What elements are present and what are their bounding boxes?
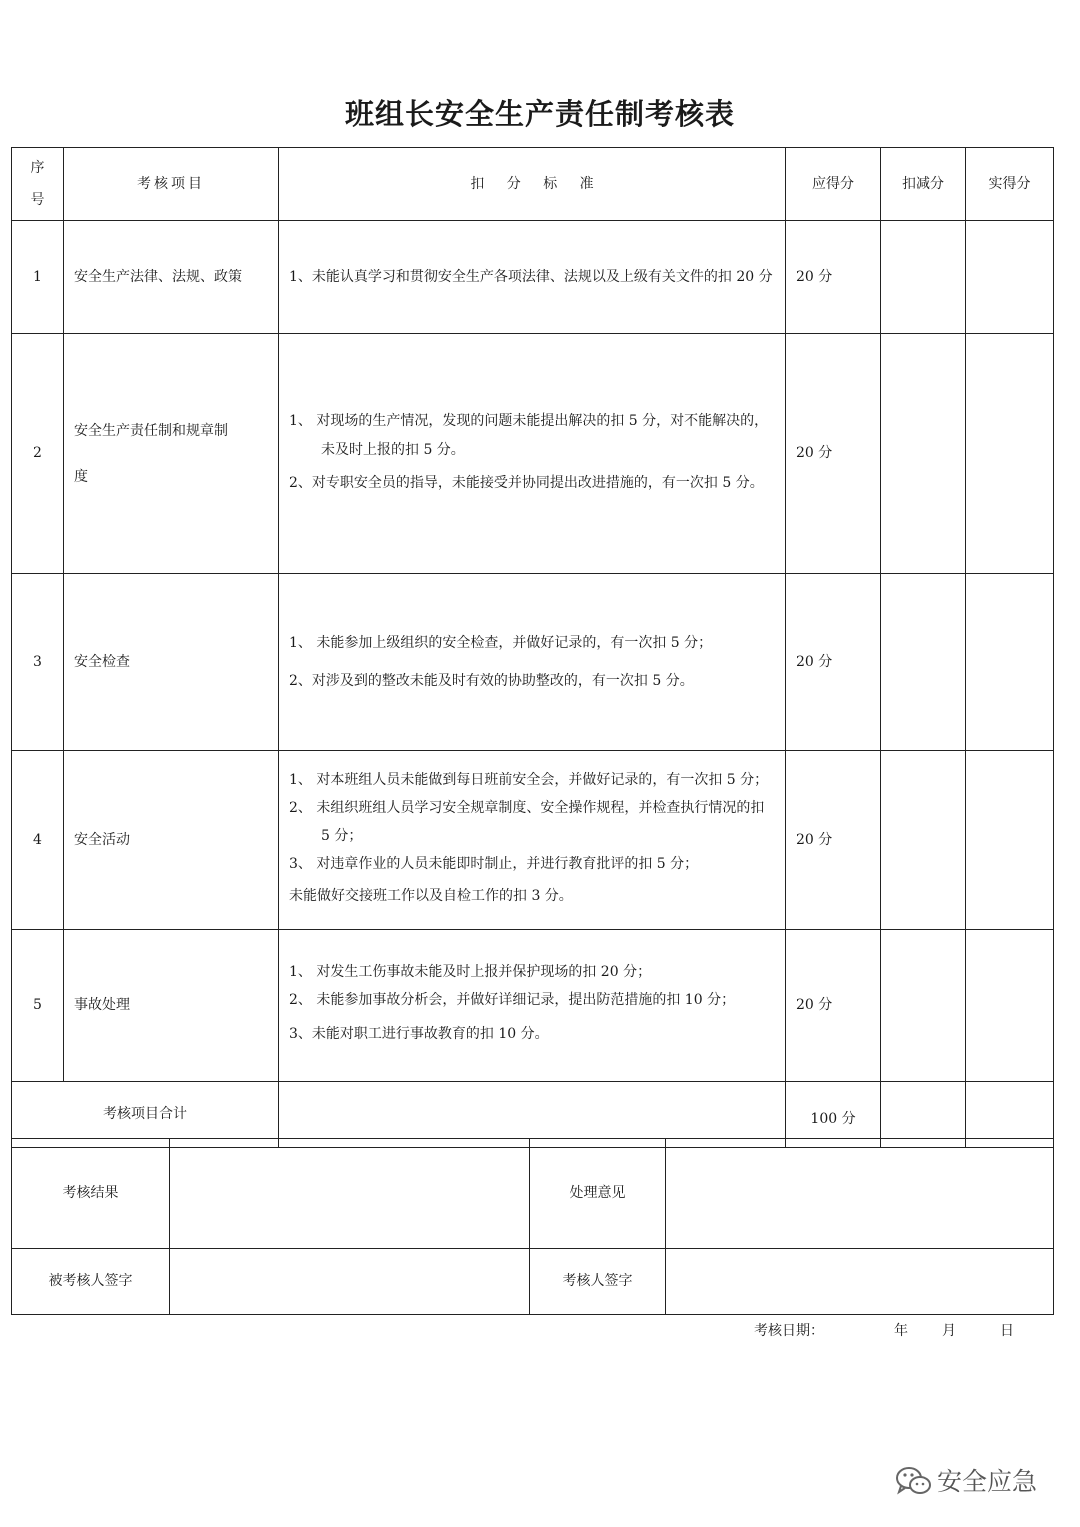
row-criteria <box>279 334 786 574</box>
row-item <box>64 221 279 334</box>
criteria-line: 2、 未组织班组人员学习安全规章制度、安全操作规程，并检查执行情况的扣 5 分； <box>289 800 765 844</box>
row-criteria <box>279 574 786 751</box>
row-due-score: 20 分 <box>786 751 881 930</box>
result-label: 考核结果 <box>12 1139 170 1249</box>
criteria-line: 3、 对违章作业的人员未能即时制止，并进行教育批评的扣 5 分； <box>289 856 699 872</box>
criteria-line: 未能做好交接班工作以及自检工作的扣 3 分。 <box>289 888 573 904</box>
row-actual-cell[interactable] <box>966 574 1054 751</box>
row-item <box>64 574 279 751</box>
row-item <box>64 334 279 574</box>
date-label: 考核日期： <box>754 1323 824 1339</box>
date-day: 日 <box>1000 1323 1014 1339</box>
signature-row <box>12 1249 1054 1315</box>
row-item-line: 事故处理 <box>74 997 130 1014</box>
criteria-line: 1、 未能参加上级组织的安全检查，并做好记录的，有一次扣 5 分； <box>289 635 713 651</box>
row-seq: 5 <box>12 930 64 1082</box>
criteria-line: 2、对专职安全员的指导，未能接受并协同提出改进措施的，有一次扣 5 分。 <box>289 474 764 491</box>
header-seq-line: 序 <box>30 160 45 176</box>
row-item-line: 安全检查 <box>74 653 130 670</box>
row-criteria <box>279 930 786 1082</box>
result-row <box>12 1139 1054 1249</box>
page-title: 班组长安全生产责任制考核表 <box>344 97 735 131</box>
row-actual-cell[interactable] <box>966 334 1054 574</box>
header-row <box>12 148 1054 221</box>
row-deduct-cell[interactable] <box>881 930 966 1082</box>
table-row <box>12 751 1054 930</box>
result-field[interactable] <box>170 1139 530 1249</box>
header-item: 考核项目 <box>64 148 279 221</box>
criteria-line: 2、 未能参加事故分析会，并做好详细记录，提出防范措施的扣 10 分； <box>289 991 736 1008</box>
row-actual-cell[interactable] <box>966 751 1054 930</box>
row-due-score: 20 分 <box>786 334 881 574</box>
header-deduct: 扣减分 <box>881 148 966 221</box>
header-actual: 实得分 <box>966 148 1054 221</box>
criteria-line: 2、对涉及到的整改未能及时有效的协助整改的，有一次扣 5 分。 <box>289 673 694 689</box>
row-seq: 1 <box>12 221 64 334</box>
table-row <box>12 334 1054 574</box>
wechat-icon <box>895 1465 933 1497</box>
header-seq <box>12 148 64 221</box>
table-row <box>12 221 1054 334</box>
row-criteria <box>279 751 786 930</box>
row-deduct-cell[interactable] <box>881 334 966 574</box>
examinee-sign-field[interactable] <box>170 1249 530 1315</box>
row-due-score: 20 分 <box>786 574 881 751</box>
opinion-field[interactable] <box>666 1139 1054 1249</box>
assessment-table <box>11 147 1054 1148</box>
row-deduct-cell[interactable] <box>881 221 966 334</box>
watermark-text: 安全应急 <box>937 1467 1038 1496</box>
row-deduct-cell[interactable] <box>881 751 966 930</box>
row-item <box>64 751 279 930</box>
row-item-line: 安全生产法律、法规、政策 <box>74 268 242 285</box>
row-seq: 2 <box>12 334 64 574</box>
date-month: 月 <box>942 1323 956 1339</box>
total-score: 100 分 <box>786 1082 881 1148</box>
header-due: 应得分 <box>786 148 881 221</box>
row-actual-cell[interactable] <box>966 930 1054 1082</box>
row-deduct-cell[interactable] <box>881 574 966 751</box>
criteria-line: 1、未能认真学习和贯彻安全生产各项法律、法规以及上级有关文件的扣 20 分 <box>289 269 773 285</box>
criteria-line: 1、 对本班组人员未能做到每日班前安全会，并做好记录的，有一次扣 5 分； <box>289 772 769 788</box>
row-item-line: 安全活动 <box>74 831 130 848</box>
header-criteria: 扣 分 标 准 <box>279 148 786 221</box>
row-due-score: 20 分 <box>786 930 881 1082</box>
criteria-line: 1、 对发生工伤事故未能及时上报并保护现场的扣 20 分； <box>289 963 652 980</box>
criteria-line: 3、未能对职工进行事故教育的扣 10 分。 <box>289 1025 549 1042</box>
table-row <box>12 574 1054 751</box>
examiner-sign-label: 考核人签字 <box>530 1249 666 1315</box>
row-item-line: 安全生产责任制和规章制 <box>74 422 228 439</box>
total-label: 考核项目合计 <box>12 1082 279 1148</box>
table-row <box>12 930 1054 1082</box>
criteria-line: 1、 对现场的生产情况，发现的问题未能提出解决的扣 5 分，对不能解决的，未及时上报的扣 5 分。 <box>289 412 769 458</box>
row-due-score: 20 分 <box>786 221 881 334</box>
row-criteria <box>279 221 786 334</box>
result-table <box>11 1138 1054 1315</box>
row-item-line: 度 <box>74 468 88 485</box>
opinion-label: 处理意见 <box>530 1139 666 1249</box>
row-seq: 3 <box>12 574 64 751</box>
row-seq: 4 <box>12 751 64 930</box>
row-actual-cell[interactable] <box>966 221 1054 334</box>
examinee-sign-label: 被考核人签字 <box>12 1249 170 1315</box>
header-seq-line: 号 <box>30 192 45 208</box>
examiner-sign-field[interactable] <box>666 1249 1054 1315</box>
row-item <box>64 930 279 1082</box>
date-year: 年 <box>894 1323 908 1339</box>
